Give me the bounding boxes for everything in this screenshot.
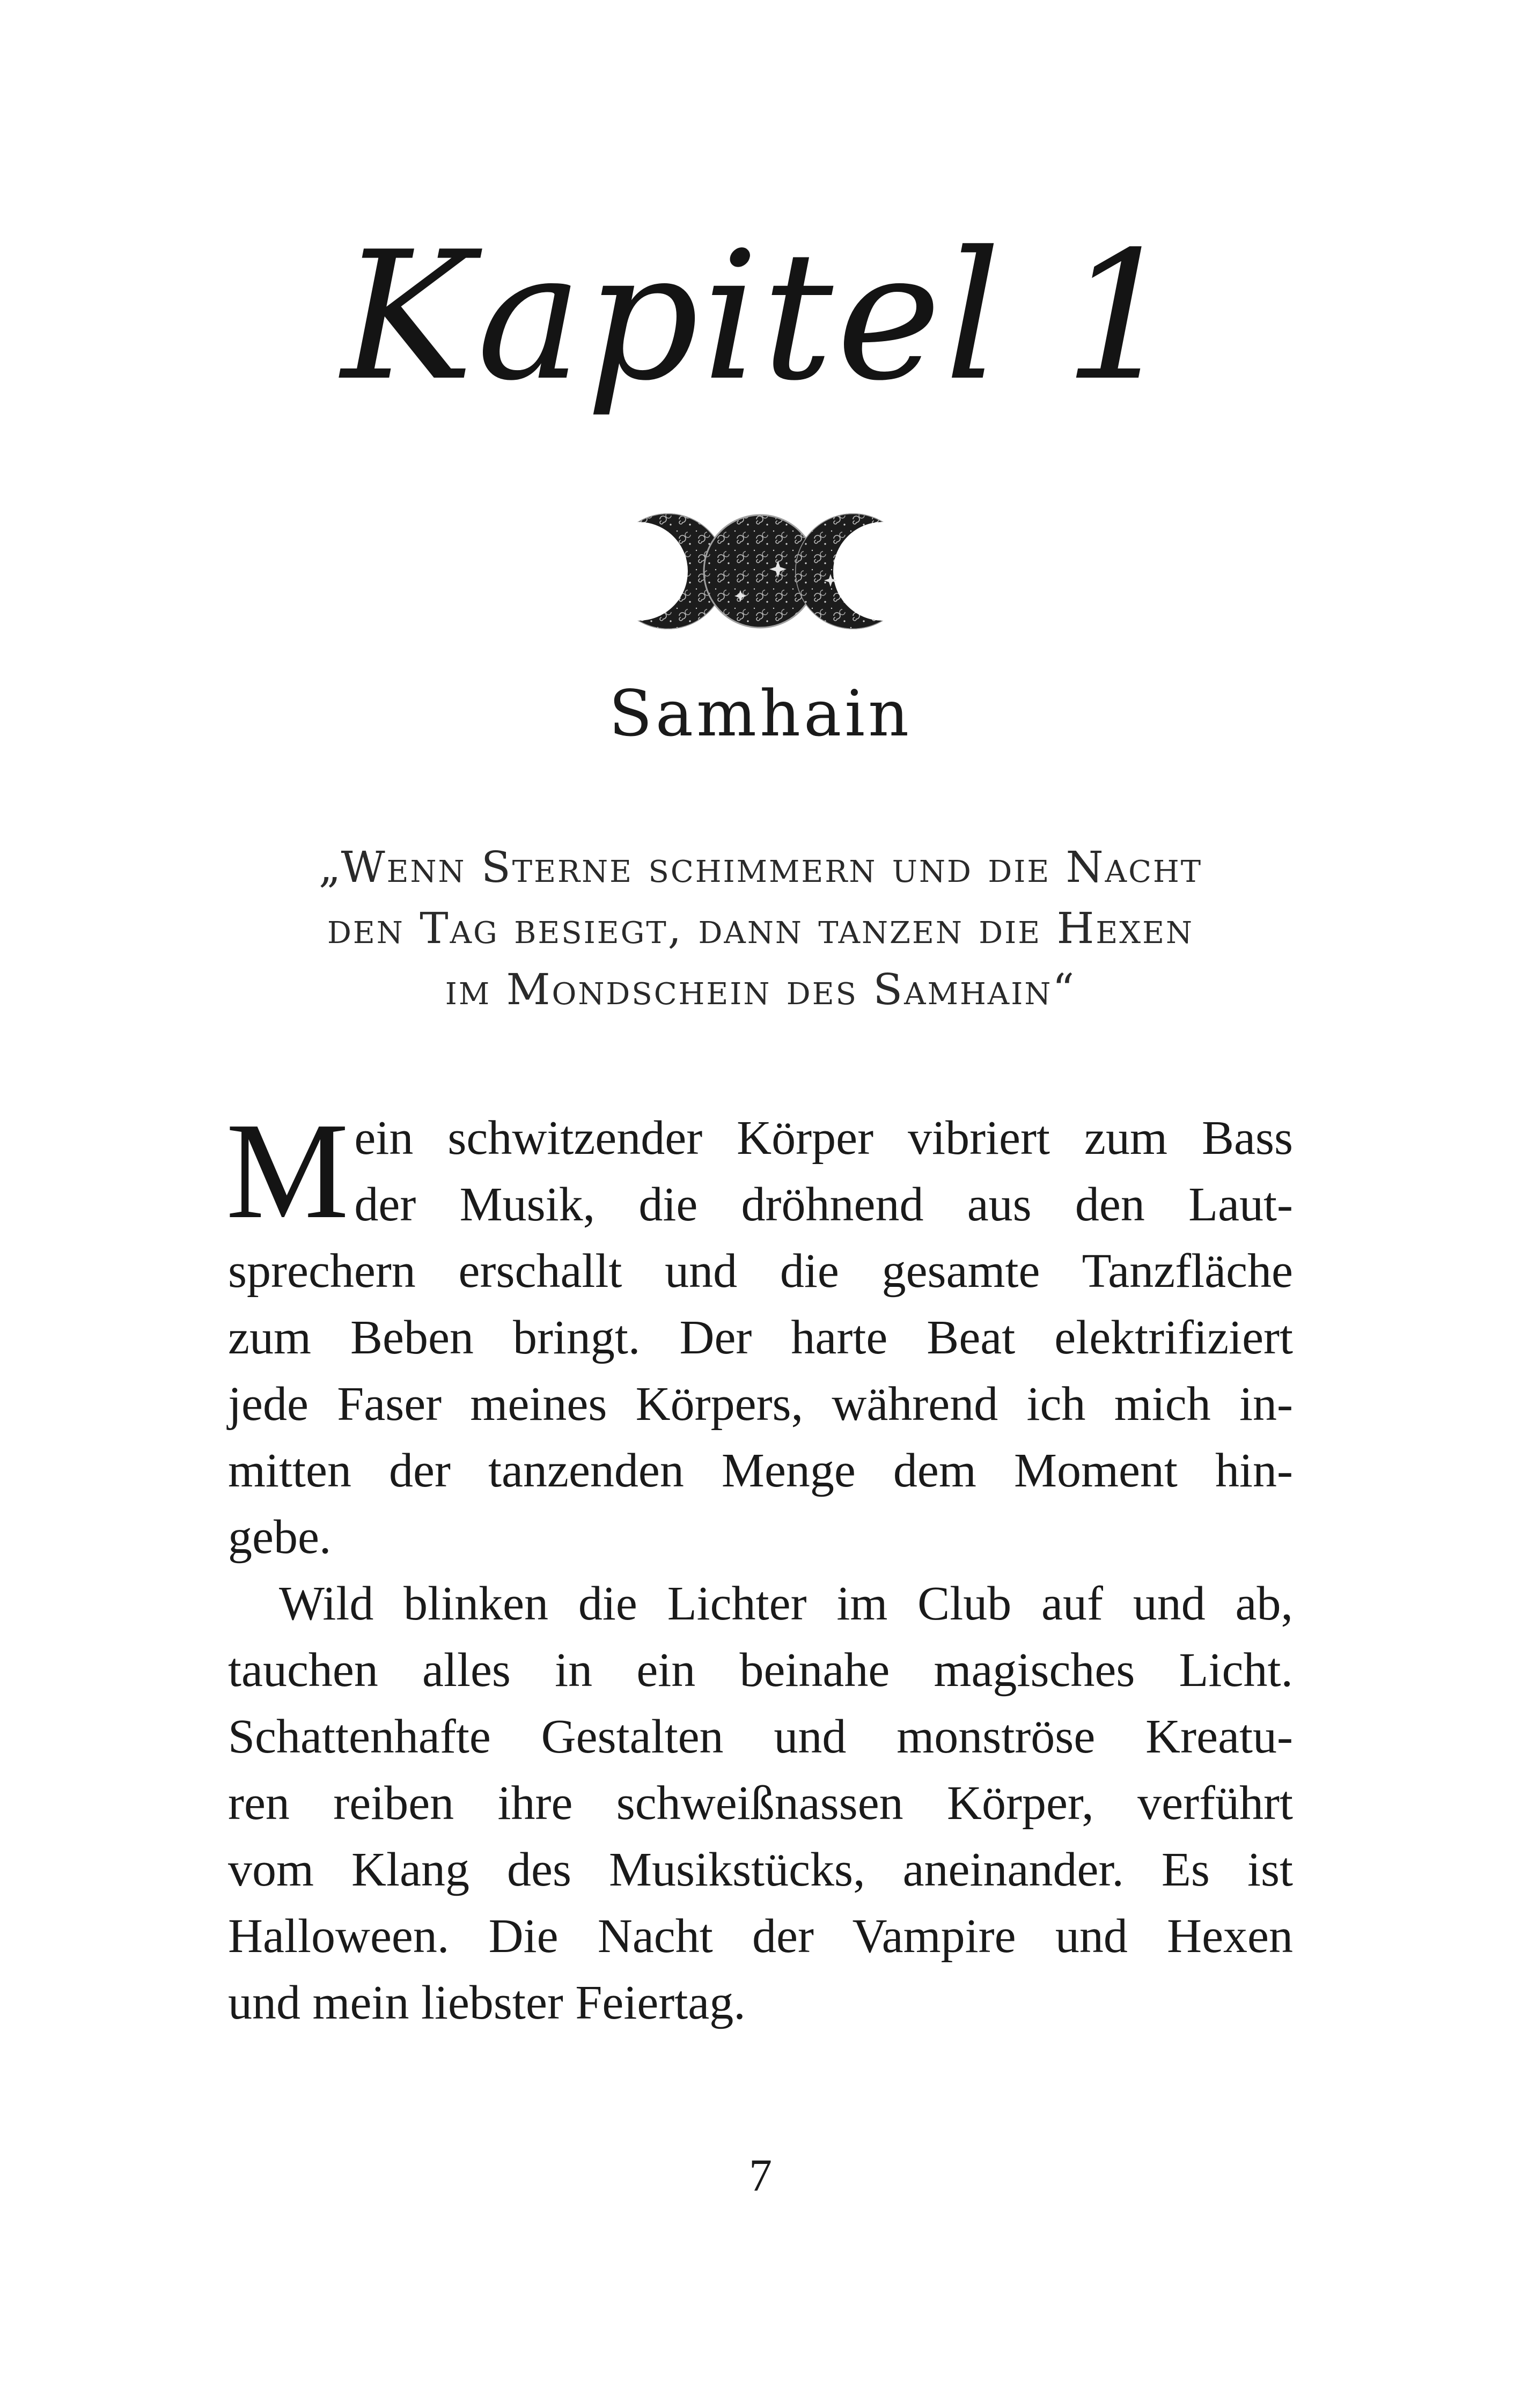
body-line: mitten der tanzenden Menge dem Moment hin- <box>228 1444 1293 1497</box>
body-line: sprechern erschallt und die gesamte Tanzfläche <box>228 1244 1293 1298</box>
body-line: tauchen alles in ein beinahe magisches Licht. <box>228 1644 1293 1697</box>
triple-moon-icon <box>617 510 904 633</box>
body-line: Halloween. Die Nacht der Vampire und Hexen <box>228 1910 1293 1963</box>
body-line: jede Faser meines Körpers, während ich mich in- <box>228 1378 1293 1431</box>
body-line: ein schwitzender Körper vibriert zum Bass <box>354 1111 1293 1165</box>
epigraph-line: den Tag besiegt, dann tanzen die Hexen <box>327 903 1194 953</box>
body-line: Wild blinken die Lichter im Club auf und ab, <box>279 1577 1293 1630</box>
epigraph-line: „Wenn Sterne schimmern und die Nacht <box>318 842 1203 892</box>
chapter-title: Kapitel 1 <box>341 213 1180 419</box>
body-line: Schattenhafte Gestalten und monströse Kreatu- <box>228 1710 1293 1763</box>
body-line: und mein liebster Feiertag. <box>228 1976 746 2029</box>
epigraph <box>204 837 1317 1020</box>
body-line: der Musik, die dröhnend aus den Laut- <box>354 1178 1293 1231</box>
body-line: ren reiben ihre schweißnassen Körper, verführt <box>228 1777 1293 1830</box>
body-line: vom Klang des Musikstücks, aneinander. Es ist <box>228 1843 1293 1896</box>
body-text <box>226 1094 1293 2036</box>
body-line: zum Beben bringt. Der harte Beat elektrifiziert <box>228 1311 1293 1364</box>
page-number: 7 <box>749 2149 772 2201</box>
drop-cap: M <box>226 1094 349 1247</box>
section-title: Samhain <box>608 676 913 750</box>
body-line: gebe. <box>228 1511 332 1564</box>
epigraph-line: im Mondschein des Samhain“ <box>445 964 1076 1014</box>
